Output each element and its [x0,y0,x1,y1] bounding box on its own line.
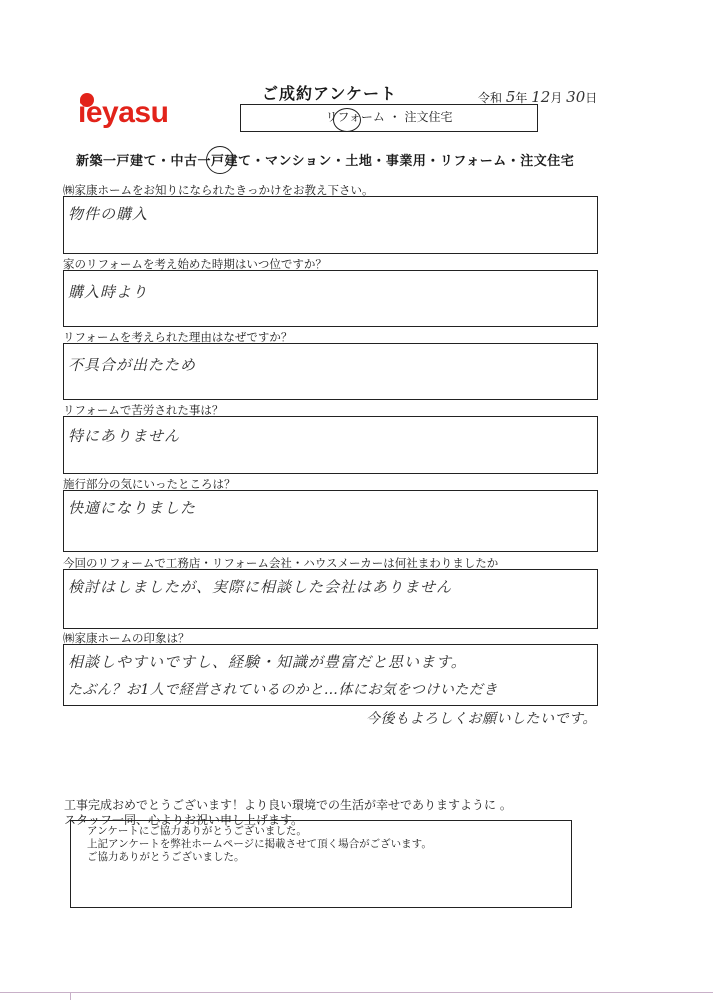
closing-message-2: スタッフ一同、心よりお祝い申し上げます。 [64,813,304,827]
date-era: 令和 [478,91,503,105]
question-7-answer-line-1: 相談しやすいですし、経験・知識が豊富だと思います。 [68,653,467,671]
question-6-answer: 検討はしましたが、実際に相談した会社はありません [68,578,453,596]
date-day: 30 [566,88,586,106]
date-year-unit: 年 [515,91,528,105]
property-type-circle [206,146,234,174]
question-1-answer-box [63,196,598,254]
question-5-label: 施行部分の気にいったところは？ [63,477,236,491]
date-day-unit: 日 [585,91,598,105]
notice-line-2: 上記アンケートを弊社ホームページに掲載させて頂く場合がございます。 [87,838,432,850]
question-4-label: リフォームで苦労された事は？ [63,403,224,417]
property-type-options: 新築一戸建て・中古一戸建て・マンション・土地・事業用・リフォーム・注文住宅 [76,154,575,169]
question-4-answer-box [63,416,598,474]
question-1-label: ㈱家康ホームをお知りになられたきっかけをお教え下さい。 [63,183,374,197]
date-month-unit: 月 [550,91,563,105]
question-5-answer: 快適になりました [68,499,197,517]
question-2-answer: 購入時より [68,283,149,301]
closing-message-1: 工事完成おめでとうございます！より良い環境での生活が幸せでありますように 。 [64,798,512,812]
question-1-answer: 物件の購入 [68,205,149,223]
form-type-box: リフォーム ・ 注文住宅 [240,104,538,132]
date-year: 5 [505,88,516,106]
question-6-label: 今回のリフォームで工務店・リフォーム会社・ハウスメーカーは何社まわりましたか [63,556,499,570]
company-logo: ieyasu [78,96,169,129]
notice-line-1: アンケートにご協力ありがとうございました。 [87,825,307,837]
question-3-answer-box [63,343,598,400]
form-type-circle [333,108,361,132]
page-bottom-mark [70,992,71,1000]
page-bottom-edge [0,992,713,993]
question-2-answer-box [63,270,598,327]
question-2-label: 家のリフォームを考え始めた時期はいつ位ですか？ [63,257,327,271]
question-5-answer-box [63,490,598,552]
notice-box [70,820,572,908]
question-7-label: ㈱家康ホームの印象は？ [63,631,190,645]
question-4-answer: 特にありません [68,427,181,445]
notice-line-3: ご協力ありがとうございました。 [87,851,245,863]
date-month: 12 [531,88,551,106]
question-3-answer: 不具合が出たため [68,356,197,374]
question-7-answer-line-2: たぶん？お1人で経営されているのかと…体にお気をつけいただき [68,682,498,698]
question-7-answer-box [63,644,598,706]
question-7-answer-line-3: 今後もよろしくお願いしたいです。 [366,711,597,727]
question-6-answer-box [63,569,598,629]
question-3-label: リフォームを考えられた理由はなぜですか？ [63,330,293,344]
form-title: ご成約アンケート [262,84,398,103]
